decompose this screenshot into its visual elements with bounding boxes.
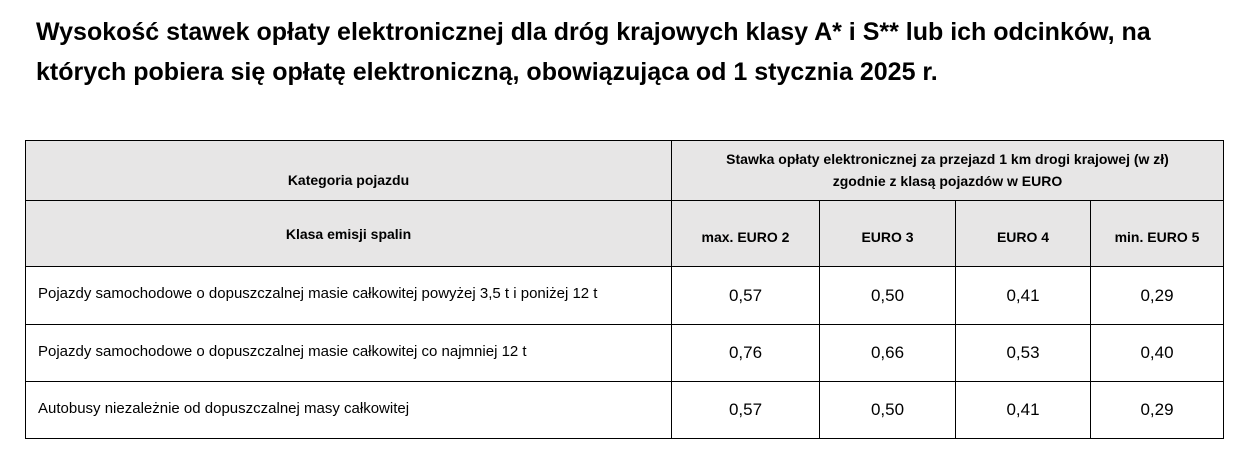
header-class-euro2: max. EURO 2 xyxy=(672,201,820,267)
rate-value: 0,41 xyxy=(956,382,1091,439)
rate-value: 0,41 xyxy=(956,267,1091,325)
page-title xyxy=(36,12,1226,92)
row-category: Pojazdy samochodowe o dopuszczalnej masie całkowitej co najmniej 12 t xyxy=(26,325,672,382)
rate-value: 0,66 xyxy=(820,325,956,382)
rate-value: 0,29 xyxy=(1091,382,1224,439)
header-rate-line-1: Stawka opłaty elektronicznej za przejazd 1 km drogi krajowej (w zł) xyxy=(726,151,1169,167)
header-rate xyxy=(672,141,1224,201)
rate-value: 0,57 xyxy=(672,382,820,439)
title-line-2: których pobiera się opłatę elektroniczną, obowiązująca od 1 stycznia 2025 r. xyxy=(36,58,938,86)
header-rate-line-2: zgodnie z klasą pojazdów w EURO xyxy=(832,173,1063,189)
header-class-euro3: EURO 3 xyxy=(820,201,956,267)
table-row xyxy=(26,382,1224,439)
table-row xyxy=(26,325,1224,382)
rates-table xyxy=(25,140,1224,439)
header-class-euro4: EURO 4 xyxy=(956,201,1091,267)
rate-value: 0,57 xyxy=(672,267,820,325)
rate-value: 0,76 xyxy=(672,325,820,382)
rate-value: 0,50 xyxy=(820,382,956,439)
table-subheader-row xyxy=(26,201,1224,267)
rate-value: 0,29 xyxy=(1091,267,1224,325)
rate-value: 0,50 xyxy=(820,267,956,325)
header-category: Kategoria pojazdu xyxy=(26,141,672,201)
rate-value: 0,40 xyxy=(1091,325,1224,382)
header-emission-class: Klasa emisji spalin xyxy=(26,201,672,267)
row-category: Pojazdy samochodowe o dopuszczalnej masie całkowitej powyżej 3,5 t i poniżej 12 t xyxy=(26,267,672,325)
header-class-euro5: min. EURO 5 xyxy=(1091,201,1224,267)
table-row xyxy=(26,267,1224,325)
rate-value: 0,53 xyxy=(956,325,1091,382)
title-line-1: Wysokość stawek opłaty elektronicznej dla dróg krajowych klasy A* i S** lub ich odcinków, na xyxy=(36,18,1151,46)
table-header-row xyxy=(26,141,1224,201)
row-category: Autobusy niezależnie od dopuszczalnej masy całkowitej xyxy=(26,382,672,439)
